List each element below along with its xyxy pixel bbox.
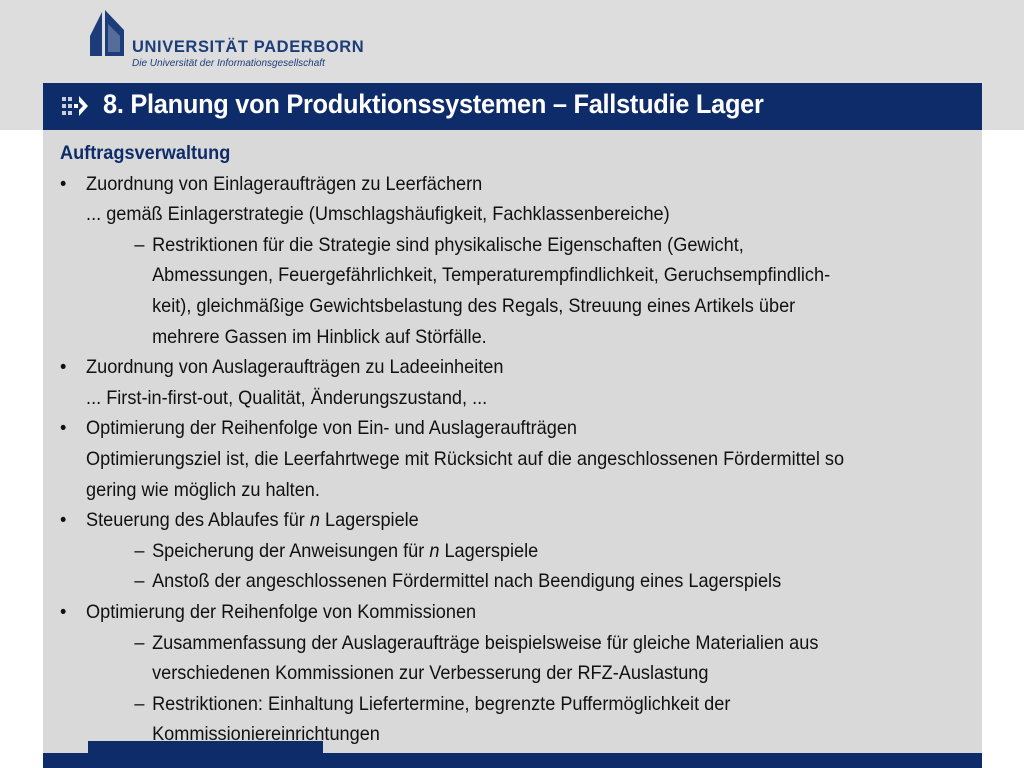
dash-icon: –: [134, 692, 145, 715]
sub-bullet-continuation: verschiedenen Kommissionen zur Verbesserung der RFZ-Auslastung: [152, 662, 709, 685]
logo-name: UNIVERSITÄT PADERBORN: [132, 38, 365, 56]
sub-bullet-item: [60, 689, 916, 720]
sub-bullet-continuation: Abmessungen, Feuergefährlichkeit, Temperaturempfindlichkeit, Geruchsempfindlich-: [152, 264, 831, 287]
dash-icon: –: [134, 233, 145, 256]
sub-bullet-variable: n: [429, 539, 440, 562]
bullet-icon: •: [60, 600, 67, 623]
bullet-item: [60, 413, 916, 444]
bullet-continuation: Optimierungsziel ist, die Leerfahrtwege mit Rücksicht auf die angeschlossenen Fördermittel so: [86, 447, 845, 470]
sub-bullet-text-a: Speicherung der Anweisungen für: [152, 539, 430, 562]
bullet-variable: n: [309, 509, 320, 532]
sub-bullet-item: [60, 230, 916, 261]
dash-icon: –: [134, 631, 145, 654]
bullet-continuation: ... gemäß Einlagerstrategie (Umschlagshäufigkeit, Fachklassenbereiche): [86, 203, 670, 226]
sub-bullet-continuation: mehrere Gassen im Hinblick auf Störfälle.: [152, 325, 487, 348]
sub-bullet-text: Restriktionen: Einhaltung Liefertermine, begrenzte Puffermöglichkeit der: [152, 692, 731, 715]
bullet-continuation: ... First-in-first-out, Qualität, Änderungszustand, ...: [86, 386, 488, 409]
footer-bar: [43, 753, 982, 768]
bullet-text-a: Steuerung des Ablaufes für: [86, 509, 310, 532]
sub-bullet-item: [60, 536, 916, 567]
bullet-text: Optimierung der Reihenfolge von Kommissionen: [86, 600, 477, 623]
bullet-icon: •: [60, 356, 67, 379]
bullet-item: [60, 505, 916, 536]
bullet-text-b: Lagerspiele: [319, 509, 419, 532]
sub-bullet-text: Zusammenfassung der Auslageraufträge beispielsweise für gleiche Materialien aus: [152, 631, 819, 654]
logo-tagline: Die Universität der Informationsgesellschaft: [132, 58, 325, 69]
page-title: 8. Planung von Produktionssystemen – Fallstudie Lager: [103, 89, 764, 119]
sub-bullet-item: [60, 566, 916, 597]
sub-bullet-text: Restriktionen für die Strategie sind physikalische Eigenschaften (Gewicht,: [152, 233, 744, 256]
bullet-icon: •: [60, 509, 67, 532]
bullet-item: [60, 597, 916, 628]
bullet-item: [60, 352, 916, 383]
sub-bullet-continuation: Kommissioniereinrichtungen: [152, 723, 380, 746]
bullet-icon: •: [60, 417, 67, 440]
sub-bullet-text-b: Lagerspiele: [439, 539, 539, 562]
university-logo-icon: [88, 10, 128, 60]
bullet-continuation: gering wie möglich zu halten.: [86, 478, 320, 501]
bullet-item: [60, 169, 916, 200]
sub-bullet-text: Anstoß der angeschlossenen Fördermittel nach Beendigung eines Lagerspiels: [152, 570, 782, 593]
title-bar: [43, 83, 982, 130]
sub-bullet-continuation: keit), gleichmäßige Gewichtsbelastung des Regals, Streuung eines Artikels über: [152, 294, 796, 317]
bullet-text: Optimierung der Reihenfolge von Ein- und Auslageraufträgen: [86, 417, 578, 440]
bullet-icon: •: [60, 172, 67, 195]
bullet-text: Zuordnung von Einlageraufträgen zu Leerfächern: [86, 172, 483, 195]
section-heading: Auftragsverwaltung: [60, 142, 231, 164]
sub-bullet-item: [60, 628, 916, 659]
dash-icon: –: [134, 539, 145, 562]
arrow-right-icon: [62, 94, 88, 118]
dash-icon: –: [134, 570, 145, 593]
bullet-text: Zuordnung von Auslageraufträgen zu Ladeeinheiten: [86, 356, 504, 379]
slide-body: [60, 138, 916, 750]
university-logo: [88, 8, 365, 70]
